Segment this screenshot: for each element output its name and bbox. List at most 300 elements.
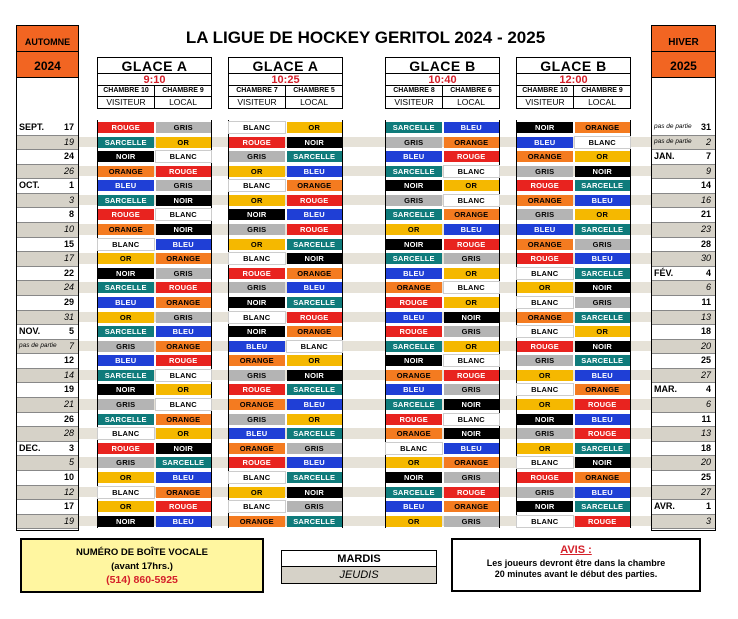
visitor-team-cell: BLANC [517, 268, 573, 279]
ice-panel-header [97, 57, 212, 109]
local-team-cell: ORANGE [156, 341, 212, 352]
day-number: 19 [63, 136, 74, 147]
ice-name: GLACE B [516, 57, 631, 74]
left-date-row [17, 135, 78, 150]
role-label: LOCAL [574, 97, 631, 109]
visitor-team-cell: ORANGE [229, 443, 285, 454]
day-number: 5 [68, 326, 74, 337]
right-date-row [652, 237, 715, 252]
visitor-team-cell: GRIS [229, 282, 285, 293]
visitor-team-cell: OR [229, 166, 285, 177]
game-time: 9:10 [97, 74, 212, 86]
local-team-cell: GRIS [287, 443, 343, 454]
local-team-cell: SARCELLE [575, 268, 631, 279]
visitor-team-cell: BLANC [517, 326, 573, 337]
visitor-team-cell: ORANGE [517, 151, 573, 162]
local-team-cell: NOIR [575, 166, 631, 177]
local-team-cell: BLEU [287, 209, 343, 220]
local-team-cell: GRIS [575, 239, 631, 250]
visitor-team-cell: SARCELLE [98, 370, 154, 381]
visitor-team-cell: OR [98, 501, 154, 512]
day-number: 11 [701, 413, 711, 424]
left-date-row [17, 470, 78, 485]
visitor-team-cell: ROUGE [229, 384, 285, 395]
local-team-cell: NOIR [575, 282, 631, 293]
visitor-team-cell: NOIR [517, 501, 573, 512]
local-team-cell: ORANGE [444, 457, 500, 468]
avis-title: AVIS : [560, 544, 592, 556]
month-label: JAN. [654, 151, 675, 162]
right-date-row [652, 426, 715, 441]
day-number: 14 [63, 369, 74, 380]
local-team-cell: NOIR [156, 443, 212, 454]
visitor-team-cell: SARCELLE [98, 414, 154, 425]
visitor-team-cell: BLEU [229, 428, 285, 439]
visitor-team-cell: OR [229, 239, 285, 250]
visitor-team-cell: OR [98, 253, 154, 264]
left-date-row [17, 382, 78, 397]
local-team-cell: ORANGE [156, 297, 212, 308]
local-team-cell: BLANC [287, 341, 343, 352]
visitor-team-cell: BLANC [386, 443, 442, 454]
local-team-cell: NOIR [444, 428, 500, 439]
month-label: NOV. [19, 326, 41, 337]
right-date-row [652, 455, 715, 470]
autumn-year: 2024 [17, 51, 78, 73]
visitor-team-cell: GRIS [229, 370, 285, 381]
voicemail-title: NUMÉRO DE BOÎTE VOCALE [76, 547, 208, 558]
day-number: 2 [705, 136, 711, 147]
local-team-cell: BLEU [156, 472, 212, 483]
day-number: 1 [68, 180, 74, 191]
visitor-team-cell: BLEU [229, 341, 285, 352]
local-team-cell: ORANGE [287, 326, 343, 337]
left-date-row [17, 295, 78, 310]
local-team-cell: GRIS [444, 472, 500, 483]
local-team-cell: OR [156, 137, 212, 148]
avis-box [451, 538, 701, 592]
visitor-team-cell: BLANC [229, 180, 285, 191]
day-number: 19 [63, 384, 74, 395]
role-label: LOCAL [155, 97, 212, 109]
game-time: 10:40 [385, 74, 500, 86]
visitor-team-cell: SARCELLE [386, 341, 442, 352]
local-team-cell: ROUGE [287, 195, 343, 206]
visitor-team-cell: GRIS [517, 209, 573, 220]
right-date-row [652, 310, 715, 325]
visitor-team-cell: SARCELLE [386, 209, 442, 220]
visitor-team-cell: BLEU [98, 297, 154, 308]
ice-name: GLACE A [97, 57, 212, 74]
local-team-cell: ORANGE [156, 487, 212, 498]
local-team-cell: OR [156, 384, 212, 395]
visitor-team-cell: OR [386, 457, 442, 468]
month-label: MAR. [654, 384, 677, 395]
visitor-team-cell: BLANC [98, 428, 154, 439]
role-row [516, 97, 631, 109]
visitor-team-cell: BLEU [517, 137, 573, 148]
room-label: CHAMBRE 10 [516, 86, 574, 97]
local-team-cell: GRIS [156, 312, 212, 323]
day-number: 31 [63, 311, 74, 322]
day-number: 3 [68, 442, 74, 453]
visitor-team-cell: ORANGE [517, 195, 573, 206]
local-team-cell: SARCELLE [575, 180, 631, 191]
local-team-cell: SARCELLE [575, 355, 631, 366]
visitor-team-cell: ROUGE [517, 180, 573, 191]
local-team-cell: BLANC [444, 355, 500, 366]
left-date-row [17, 324, 78, 339]
ice-name: GLACE A [228, 57, 343, 74]
local-team-cell: BLEU [575, 253, 631, 264]
local-team-cell: NOIR [156, 195, 212, 206]
visitor-team-cell: GRIS [98, 341, 154, 352]
local-team-cell: SARCELLE [287, 472, 343, 483]
local-team-cell: BLANC [444, 166, 500, 177]
visitor-team-cell: GRIS [517, 166, 573, 177]
local-team-cell: ORANGE [156, 414, 212, 425]
local-team-cell: BLEU [156, 239, 212, 250]
day-number: 26 [63, 413, 74, 424]
visitor-team-cell: NOIR [517, 122, 573, 133]
local-team-cell: ROUGE [156, 166, 212, 177]
visitor-team-cell: BLEU [386, 151, 442, 162]
local-team-cell: BLEU [156, 516, 212, 527]
visitor-team-cell: ORANGE [229, 355, 285, 366]
visitor-team-cell: NOIR [98, 151, 154, 162]
visitor-team-cell: BLANC [229, 312, 285, 323]
room-label: CHAMBRE 9 [574, 86, 631, 97]
date-separator [17, 528, 78, 529]
visitor-team-cell: ROUGE [386, 414, 442, 425]
local-team-cell: OR [575, 326, 631, 337]
role-row [228, 97, 343, 109]
local-team-cell: GRIS [156, 180, 212, 191]
left-date-row [17, 251, 78, 266]
left-date-row [17, 280, 78, 295]
local-team-cell: GRIS [156, 122, 212, 133]
visitor-team-cell: BLANC [517, 457, 573, 468]
local-team-cell: OR [287, 414, 343, 425]
day-number: 24 [63, 151, 74, 162]
voicemail-box [20, 538, 264, 593]
local-team-cell: BLANC [156, 151, 212, 162]
local-team-cell: OR [575, 209, 631, 220]
right-date-row [652, 295, 715, 310]
right-date-row [652, 470, 715, 485]
visitor-team-cell: OR [229, 487, 285, 498]
right-date-row [652, 251, 715, 266]
day-number: 17 [63, 122, 74, 132]
page-title: LA LIGUE DE HOCKEY GERITOL 2024 - 2025 [185, 28, 546, 47]
right-date-row [652, 149, 715, 164]
local-team-cell: OR [444, 180, 500, 191]
day-number: 8 [68, 209, 74, 220]
role-label: LOCAL [443, 97, 500, 109]
local-team-cell: SARCELLE [575, 224, 631, 235]
visitor-team-cell: NOIR [517, 414, 573, 425]
local-team-cell: ORANGE [575, 122, 631, 133]
right-date-row [652, 485, 715, 500]
visitor-team-cell: ORANGE [517, 239, 573, 250]
local-team-cell: OR [444, 297, 500, 308]
local-team-cell: GRIS [444, 384, 500, 395]
right-date-row [652, 397, 715, 412]
day-number: 25 [700, 471, 711, 482]
left-date-row [17, 164, 78, 179]
local-team-cell: SARCELLE [287, 239, 343, 250]
visitor-team-cell: BLANC [229, 501, 285, 512]
local-team-cell: GRIS [575, 297, 631, 308]
right-date-row [652, 412, 715, 427]
left-date-row [17, 178, 78, 193]
month-label: AVR. [654, 501, 675, 512]
month-label: OCT. [19, 180, 40, 191]
visitor-team-cell: ROUGE [229, 457, 285, 468]
visitor-team-cell: OR [386, 516, 442, 527]
day-number: 20 [700, 340, 711, 351]
visitor-team-cell: GRIS [229, 224, 285, 235]
local-team-cell: GRIS [444, 326, 500, 337]
day-number: 13 [700, 311, 711, 322]
left-date-row [17, 485, 78, 500]
day-number: 21 [63, 399, 74, 410]
day-number: 20 [700, 457, 711, 468]
day-number: 26 [63, 165, 74, 176]
room-row [385, 86, 500, 97]
local-team-cell: SARCELLE [575, 443, 631, 454]
visitor-team-cell: GRIS [98, 399, 154, 410]
day-number: 11 [701, 296, 711, 307]
visitor-team-cell: BLANC [517, 516, 573, 527]
room-row [97, 86, 212, 97]
day-number: 6 [705, 282, 711, 293]
winter-season-badge [651, 25, 716, 78]
local-team-cell: NOIR [444, 312, 500, 323]
visitor-team-cell: ORANGE [386, 428, 442, 439]
visitor-team-cell: OR [98, 472, 154, 483]
day-number: 29 [63, 296, 74, 307]
right-date-row [652, 441, 715, 456]
local-team-cell: OR [287, 122, 343, 133]
visitor-team-cell: ROUGE [98, 209, 154, 220]
local-team-cell: BLEU [575, 414, 631, 425]
day-number: 21 [700, 209, 711, 220]
visitor-team-cell: ORANGE [229, 399, 285, 410]
visitor-team-cell: NOIR [386, 472, 442, 483]
local-team-cell: SARCELLE [287, 151, 343, 162]
ice-panel-header [516, 57, 631, 109]
visitor-team-cell: ROUGE [229, 268, 285, 279]
day-number: 3 [68, 194, 74, 205]
day-number: 7 [705, 151, 711, 162]
local-team-cell: ROUGE [287, 224, 343, 235]
left-date-row [17, 237, 78, 252]
role-label: VISITEUR [97, 97, 155, 109]
right-date-row [652, 266, 715, 281]
local-team-cell: ORANGE [444, 209, 500, 220]
day-number: 25 [700, 355, 711, 366]
visitor-team-cell: NOIR [98, 384, 154, 395]
local-team-cell: ORANGE [444, 501, 500, 512]
left-date-row [17, 353, 78, 368]
visitor-team-cell: GRIS [386, 137, 442, 148]
day-number: 10 [63, 471, 74, 482]
visitor-team-cell: SARCELLE [386, 487, 442, 498]
visitor-team-cell: NOIR [386, 355, 442, 366]
local-team-cell: SARCELLE [287, 428, 343, 439]
left-date-row [17, 222, 78, 237]
local-team-cell: BLANC [156, 370, 212, 381]
right-date-row [652, 222, 715, 237]
visitor-team-cell: ROUGE [98, 443, 154, 454]
day-number: 4 [705, 267, 711, 278]
voicemail-phone: (514) 860-5925 [106, 574, 178, 586]
role-label: LOCAL [286, 97, 343, 109]
left-date-row [17, 339, 78, 354]
local-team-cell: SARCELLE [156, 457, 212, 468]
local-team-cell: BLANC [156, 209, 212, 220]
visitor-team-cell: NOIR [229, 209, 285, 220]
visitor-team-cell: ORANGE [98, 224, 154, 235]
local-team-cell: SARCELLE [575, 501, 631, 512]
day-number: 18 [700, 326, 711, 337]
local-team-cell: ROUGE [156, 501, 212, 512]
day-number: 5 [68, 457, 74, 468]
visitor-team-cell: NOIR [229, 297, 285, 308]
local-team-cell: OR [444, 341, 500, 352]
role-label: VISITEUR [228, 97, 286, 109]
autumn-label: AUTOMNE [24, 37, 71, 47]
local-team-cell: ROUGE [444, 370, 500, 381]
visitor-team-cell: ORANGE [386, 282, 442, 293]
visitor-team-cell: NOIR [386, 180, 442, 191]
day-number: 12 [63, 355, 74, 366]
local-team-cell: GRIS [156, 268, 212, 279]
visitor-team-cell: ORANGE [229, 516, 285, 527]
autumn-season-badge [16, 25, 79, 78]
left-date-row [17, 193, 78, 208]
day-number: 28 [700, 238, 711, 249]
month-label: SEPT. [19, 122, 45, 132]
local-team-cell: ROUGE [444, 239, 500, 250]
day-number: 15 [63, 238, 74, 249]
local-team-cell: NOIR [287, 370, 343, 381]
room-row [228, 86, 343, 97]
local-team-cell: ORANGE [156, 253, 212, 264]
local-team-cell: ORANGE [287, 180, 343, 191]
visitor-team-cell: SARCELLE [98, 326, 154, 337]
visitor-team-cell: OR [517, 370, 573, 381]
local-team-cell: NOIR [575, 457, 631, 468]
right-date-row [652, 135, 715, 150]
local-team-cell: ROUGE [575, 428, 631, 439]
local-team-cell: BLANC [444, 195, 500, 206]
local-team-cell: GRIS [444, 253, 500, 264]
room-label: CHAMBRE 9 [155, 86, 212, 97]
visitor-team-cell: OR [517, 282, 573, 293]
local-team-cell: ROUGE [575, 516, 631, 527]
visitor-team-cell: ROUGE [517, 253, 573, 264]
day-number: 4 [705, 384, 711, 395]
local-team-cell: BLANC [444, 282, 500, 293]
visitor-team-cell: SARCELLE [98, 195, 154, 206]
visitor-team-cell: BLEU [517, 224, 573, 235]
visitor-team-cell: GRIS [386, 195, 442, 206]
day-number: 16 [700, 194, 711, 205]
legend-jeudis: JEUDIS [282, 567, 436, 583]
room-row [516, 86, 631, 97]
day-number: 22 [63, 267, 74, 278]
right-date-row [652, 178, 715, 193]
right-date-row [652, 324, 715, 339]
day-number: 14 [700, 180, 711, 191]
right-date-row [652, 164, 715, 179]
local-team-cell: OR [156, 428, 212, 439]
local-team-cell: NOIR [287, 137, 343, 148]
day-number: 23 [700, 224, 711, 235]
visitor-team-cell: ROUGE [98, 122, 154, 133]
local-team-cell: BLEU [287, 457, 343, 468]
left-date-row [17, 266, 78, 281]
visitor-team-cell: OR [517, 399, 573, 410]
role-row [385, 97, 500, 109]
visitor-team-cell: BLANC [517, 384, 573, 395]
visitor-team-cell: NOIR [386, 239, 442, 250]
local-team-cell: ROUGE [575, 399, 631, 410]
visitor-team-cell: ROUGE [517, 341, 573, 352]
local-team-cell: BLANC [575, 137, 631, 148]
visitor-team-cell: ORANGE [386, 370, 442, 381]
visitor-team-cell: BLEU [98, 180, 154, 191]
local-team-cell: SARCELLE [287, 297, 343, 308]
day-number: 1 [705, 501, 711, 512]
visitor-team-cell: OR [229, 195, 285, 206]
visitor-team-cell: BLEU [386, 268, 442, 279]
room-label: CHAMBRE 7 [228, 86, 286, 97]
room-label: CHAMBRE 5 [286, 86, 343, 97]
local-team-cell: BLANC [444, 414, 500, 425]
left-date-row [17, 499, 78, 514]
month-label: FÉV. [654, 267, 674, 278]
role-label: VISITEUR [385, 97, 443, 109]
left-date-row [17, 426, 78, 441]
local-team-cell: GRIS [287, 501, 343, 512]
visitor-team-cell: SARCELLE [98, 137, 154, 148]
role-label: VISITEUR [516, 97, 574, 109]
day-number: 9 [705, 165, 711, 176]
local-team-cell: BLEU [575, 370, 631, 381]
left-date-row [17, 207, 78, 222]
local-team-cell: BLEU [444, 224, 500, 235]
visitor-team-cell: ROUGE [386, 326, 442, 337]
visitor-team-cell: BLEU [386, 312, 442, 323]
day-number: 18 [700, 442, 711, 453]
visitor-team-cell: SARCELLE [98, 282, 154, 293]
left-date-row [17, 455, 78, 470]
day-number: 17 [63, 501, 74, 512]
local-team-cell: BLEU [287, 399, 343, 410]
left-date-row [17, 397, 78, 412]
local-team-cell: BLEU [575, 195, 631, 206]
left-date-row [17, 149, 78, 164]
visitor-team-cell: SARCELLE [386, 166, 442, 177]
left-date-row [17, 412, 78, 427]
right-date-row [652, 368, 715, 383]
local-team-cell: ROUGE [287, 312, 343, 323]
visitor-team-cell: NOIR [229, 326, 285, 337]
visitor-team-cell: GRIS [98, 457, 154, 468]
